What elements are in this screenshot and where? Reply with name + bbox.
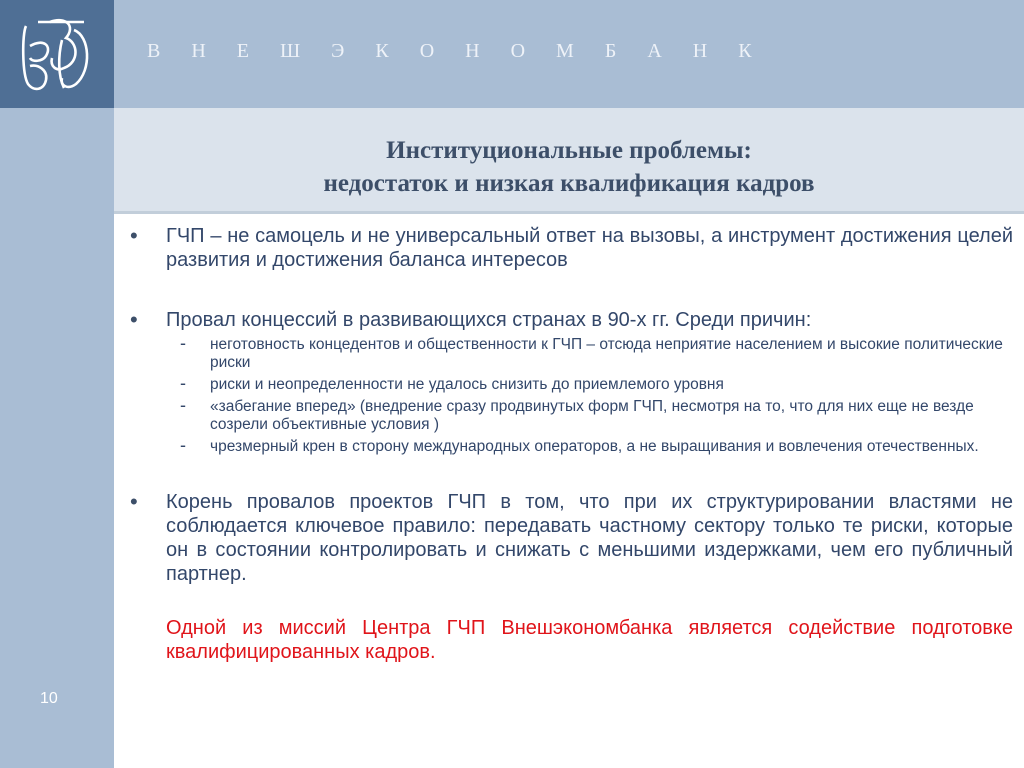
left-sidebar bbox=[0, 108, 114, 768]
sub-item-3-text: «забегание вперед» (внедрение сразу продвинутых форм ГЧП, несмотря на то, что для них еще не везде созрели объективные условия ) bbox=[210, 398, 974, 433]
bullet-dot-icon: • bbox=[130, 223, 138, 248]
bullet-3-text: Корень провалов проектов ГЧП в том, что при их структурировании властями не соблюдается ключевое правило: передавать частному сектору только те риски, которые он в состоянии контролировать и снижать с меньшими издержками, чем его публичный партнер. bbox=[166, 491, 1013, 585]
sub-item-1 bbox=[130, 333, 1013, 372]
dash-icon: - bbox=[180, 435, 186, 455]
slide-content bbox=[130, 224, 1013, 664]
bullet-2 bbox=[130, 308, 1013, 332]
bullet-1 bbox=[130, 224, 1013, 272]
sub-item-2 bbox=[130, 373, 1013, 394]
dash-icon: - bbox=[180, 373, 186, 393]
sub-item-2-text: риски и неопределенности не удалось снизить до приемлемого уровня bbox=[210, 376, 724, 393]
dash-icon: - bbox=[180, 395, 186, 415]
dash-icon: - bbox=[180, 333, 186, 353]
slide-title bbox=[114, 134, 1024, 200]
sub-item-1-text: неготовность концедентов и общественности к ГЧП – отсюда неприятие населением и высокие политические риски bbox=[210, 336, 1003, 371]
bullet-dot-icon: • bbox=[130, 489, 138, 514]
veb-monogram-icon bbox=[18, 12, 96, 96]
bullet-dot-icon: • bbox=[130, 307, 138, 332]
bullet-3 bbox=[130, 490, 1013, 586]
title-line-2: недостаток и низкая квалификация кадров bbox=[323, 170, 815, 197]
page-number: 10 bbox=[40, 690, 58, 707]
sub-item-3 bbox=[130, 395, 1013, 434]
highlight-mission: Одной из миссий Центра ГЧП Внешэкономбанка является содействие подготовке квалифицированных кадров. bbox=[166, 617, 1013, 663]
logo bbox=[0, 0, 114, 108]
title-line-1: Институциональные проблемы: bbox=[386, 137, 752, 164]
bullet-2-text: Провал концессий в развивающихся странах в 90-х гг. Среди причин: bbox=[166, 309, 812, 331]
sub-item-4 bbox=[130, 435, 1013, 456]
sub-item-4-text: чрезмерный крен в сторону международных операторов, а не выращивания и вовлечения отечественных. bbox=[210, 438, 979, 455]
brand-name: В Н Е Ш Э К О Н О М Б А Н К bbox=[147, 40, 765, 62]
bullet-1-text: ГЧП – не самоцель и не универсальный ответ на вызовы, а инструмент достижения целей развития и достижения баланса интересов bbox=[166, 225, 1013, 271]
